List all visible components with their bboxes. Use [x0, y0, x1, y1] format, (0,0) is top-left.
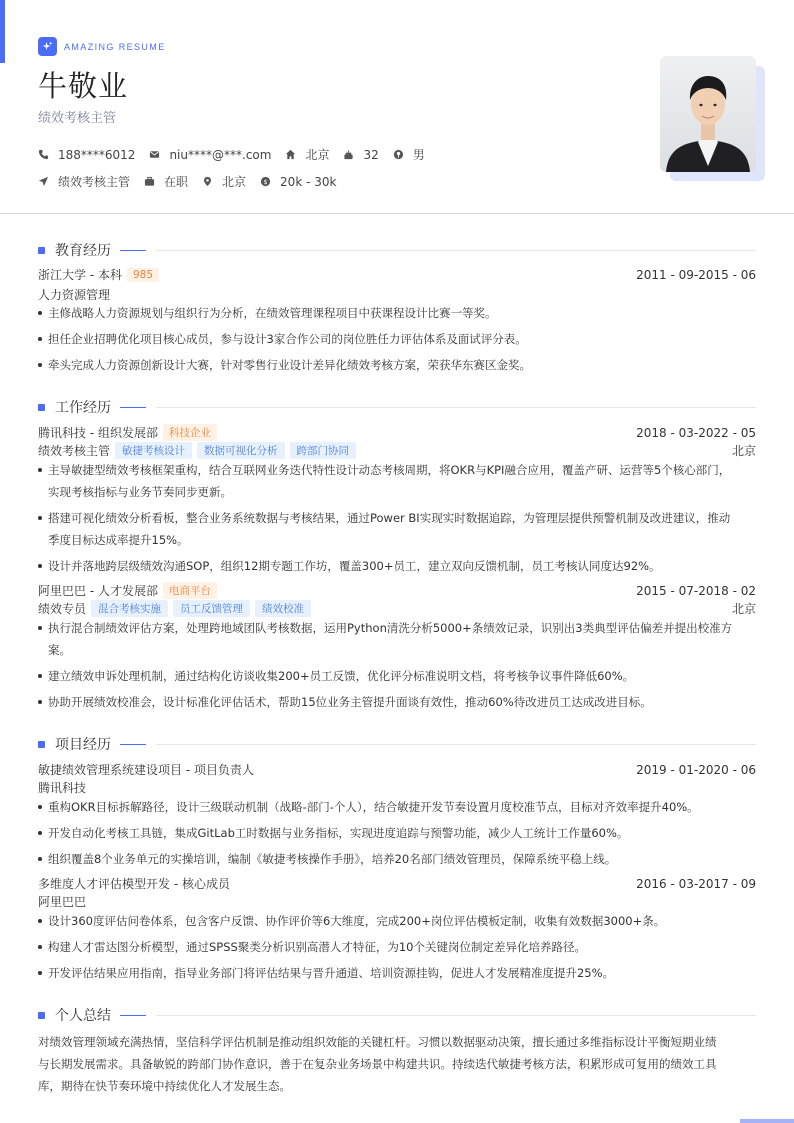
company-name: 阿里巴巴 - 人才发展部: [38, 584, 158, 598]
project-company: 腾讯科技: [38, 781, 87, 795]
work-header: [38, 424, 756, 441]
list-item: 搭建可视化绩效分析看板，整合业务系统数据与考核结果，通过Power BI实现实时数据追踪，为管理层提供预警机制及改进建议，推动 季度目标达成率提升15%。: [38, 507, 756, 551]
role-name: 绩效考核主管: [38, 444, 111, 458]
status-item: [144, 173, 188, 190]
section-label: 个人总结: [55, 1008, 111, 1024]
gender-item: [393, 146, 425, 163]
target-city-item: [202, 173, 246, 190]
list-item: 主导敏捷型绩效考核框架重构，结合互联网业务迭代特性设计动态考核周期，将OKR与KPI融合应用，覆盖产研、运营等5个核心部门， 实现考核指标与业务节奏同步更新。: [38, 459, 756, 503]
briefcase-icon: [144, 176, 155, 187]
phone-item: [38, 148, 135, 162]
resume-header: [0, 0, 794, 214]
skill-tag: 跨部门协同: [290, 442, 357, 459]
section-label: 项目经历: [55, 737, 111, 753]
section-dot: [38, 247, 45, 254]
mail-icon: [149, 149, 160, 160]
status-value: 在职: [164, 175, 189, 189]
age-value: 32: [363, 147, 379, 162]
project-company: 阿里巴巴: [38, 895, 87, 909]
school-tag: 985: [127, 268, 159, 282]
section-work: [38, 397, 756, 417]
home-icon: [285, 149, 296, 160]
project-header: [38, 761, 756, 778]
section-summary: [38, 1005, 756, 1025]
list-item: 设计360度评估问卷体系，包含客户反馈、协作评价等6大维度，完成200+岗位评估模板定制，收集有效数据3000+条。: [38, 910, 756, 932]
list-item: 担任企业招聘优化项目核心成员，参与设计3家合作公司的岗位胜任力评估体系及面试评分表。: [38, 328, 756, 350]
work-period: 2018 - 03-2022 - 05: [636, 425, 756, 440]
candidate-name: 牛敬业: [38, 69, 129, 103]
location-pin-icon: [202, 176, 213, 187]
target-position-value: 绩效考核主管: [58, 175, 131, 189]
email-item: [149, 148, 271, 162]
city-value: 北京: [305, 148, 330, 162]
bottom-accent-bar: [740, 1119, 794, 1123]
send-icon: [38, 176, 49, 187]
list-item: 开发评估结果应用指南，指导业务部门将评估结果与晋升通道、培训资源挂钩，促进人才发展精准度提升25%。: [38, 962, 756, 984]
email-value: niu****@***.com: [169, 147, 272, 162]
company-tag: 科技企业: [163, 424, 217, 441]
section-education: [38, 240, 756, 260]
education-header: [38, 266, 756, 283]
target-position-item: [38, 173, 130, 190]
avatar: [660, 56, 756, 172]
project-name: 多维度人才评估模型开发 - 核心成员: [38, 877, 230, 891]
city-item: [285, 146, 329, 163]
company-tag: 电商平台: [163, 582, 217, 599]
list-item: 建立绩效申诉处理机制，通过结构化访谈收集200+员工反馈，优化评分标准说明文档，将考核争议事件降低60%。: [38, 665, 756, 687]
contact-row: [38, 146, 439, 163]
brand-text: AMAZING RESUME: [64, 41, 166, 52]
skill-tag: 混合考核实施: [91, 600, 168, 617]
section-label: 教育经历: [55, 243, 111, 259]
project-period: 2016 - 03-2017 - 09: [636, 876, 756, 891]
work-city: 北京: [731, 444, 756, 458]
target-city-value: 北京: [222, 175, 247, 189]
work-role-row: [38, 600, 756, 617]
phone-icon: [38, 149, 49, 160]
school-name: 浙江大学 - 本科: [38, 268, 122, 282]
summary-text: 对绩效管理领域充满热情，坚信科学评估机制是推动组织效能的关键杠杆。习惯以数据驱动决策，擅长通过多维指标设计平衡短期业绩 与长期发展需求。具备敏锐的跨部门协作意识，善于在复杂业务场景中构建共识。持续迭代敏捷考核方法，积累形成可复用的绩效工具 库，期待在快节奏环境中持续优化人才发展生态。: [38, 1035, 717, 1093]
work-header: [38, 582, 756, 599]
list-item: 设计并落地跨层级绩效沟通SOP，组织12期专题工作坊，覆盖300+员工，建立双向反馈机制，员工考核认同度达92%。: [38, 555, 756, 577]
project-header: [38, 875, 756, 892]
role-name: 绩效专员: [38, 602, 87, 616]
candidate-title: 绩效考核主管: [38, 111, 117, 126]
education-period: 2011 - 09-2015 - 06: [636, 267, 756, 282]
project-name: 敏捷绩效管理系统建设项目 - 项目负责人: [38, 763, 254, 777]
phone-value: 188****6012: [58, 147, 136, 162]
salary-value: 20k - 30k: [280, 174, 337, 189]
intent-row: [38, 173, 350, 190]
skill-tag: 员工反馈管理: [173, 600, 250, 617]
list-item: 重构OKR目标拆解路径，设计三级联动机制（战略-部门-个人），结合敏捷开发节奏设置月度校准节点，目标对齐效率提升40%。: [38, 796, 756, 818]
skill-tag: 绩效校准: [255, 600, 311, 617]
sparkle-icon: [38, 37, 57, 56]
list-item: 执行混合制绩效评估方案，处理跨地域团队考核数据，运用Python清洗分析5000+条绩效记录，识别出3类典型评估偏差并提出校准方 案。: [38, 617, 756, 661]
list-item: 牵头完成人力资源创新设计大赛，针对零售行业设计差异化绩效考核方案，荣获华东赛区金奖。: [38, 354, 756, 376]
skill-tag: 敏捷考核设计: [115, 442, 192, 459]
list-item: 构建人才雷达图分析模型，通过SPSS聚类分析识别高潜人才特征，为10个关键岗位制定差异化培养路径。: [38, 936, 756, 958]
salary-item: [260, 175, 336, 189]
list-item: 组织覆盖8个业务单元的实操培训，编制《敏捷考核操作手册》，培养20名部门绩效管理员，保障系统平稳上线。: [38, 848, 756, 870]
project-period: 2019 - 01-2020 - 06: [636, 762, 756, 777]
education-major: 人力资源管理: [38, 288, 111, 302]
work-city: 北京: [731, 602, 756, 616]
age-item: [343, 148, 378, 162]
gender-icon: [393, 149, 404, 160]
gender-value: 男: [412, 148, 425, 162]
list-item: 协助开展绩效校准会，设计标准化评估话术，帮助15位业务主管提升面谈有效性，推动60%待改进员工达成改进目标。: [38, 691, 756, 713]
money-icon: [260, 176, 271, 187]
work-role-row: [38, 442, 756, 459]
work-period: 2015 - 07-2018 - 02: [636, 583, 756, 598]
list-item: 开发自动化考核工具链，集成GitLab工时数据与业务指标，实现进度追踪与预警功能，减少人工统计工作量60%。: [38, 822, 756, 844]
svg-text:$: $: [263, 177, 268, 186]
list-item: 主修战略人力资源规划与组织行为分析，在绩效管理课程项目中获课程设计比赛一等奖。: [38, 302, 756, 324]
section-projects: [38, 734, 756, 754]
company-name: 腾讯科技 - 组织发展部: [38, 426, 158, 440]
skill-tag: 数据可视化分析: [197, 442, 285, 459]
brand: [38, 37, 166, 56]
cake-icon: [343, 149, 354, 160]
section-label: 工作经历: [55, 400, 111, 416]
